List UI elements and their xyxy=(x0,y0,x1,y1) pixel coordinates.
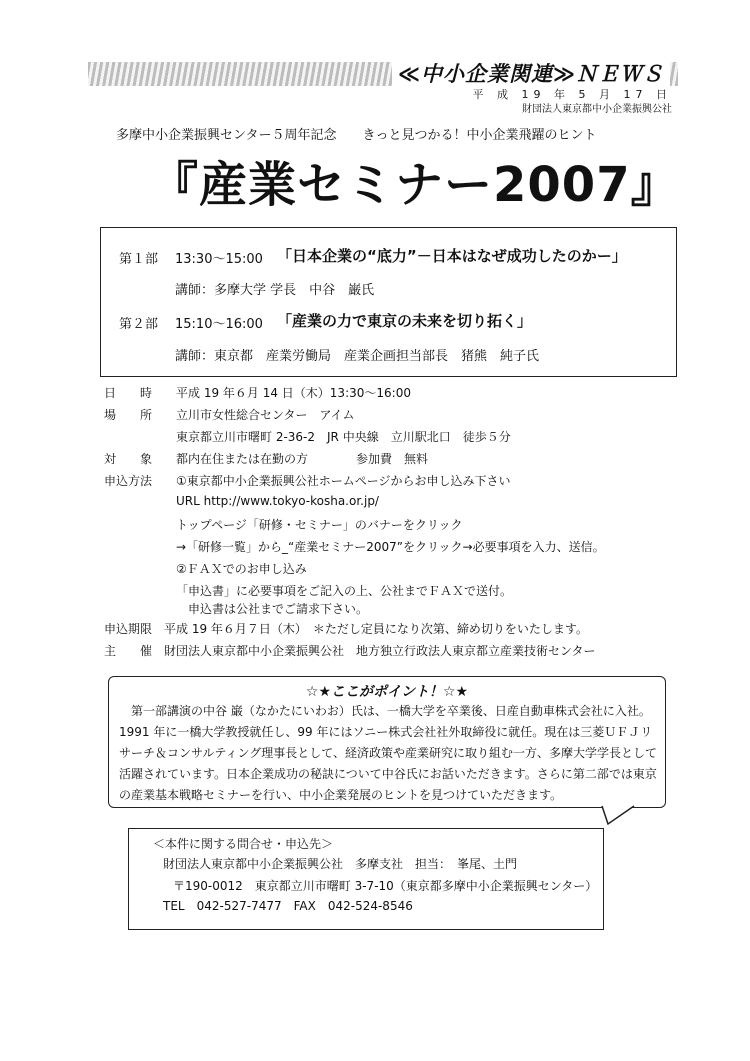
organizer-value: 財団法人東京都中小企業振興公社 地方独立行政法人東京都立産業技術センター xyxy=(164,644,596,658)
point-text: 第一部講演の中谷 巌（なかたにいわお）氏は、一橋大学を卒業後、日産自動車株式会社に入社。1991 年に一橋大学教授就任し、99 年にはソニー株式会社社外取締役に就任。現在は三菱ＵＦＪリサーチ＆コンサルティング理事長として、経済政策や産業研究に取り組む一方、多摩大学学長として活躍されています。日本企業成功の秘訣について中谷氏にお話いただきます。さらに第二部では東京の産業基本戦略セミナーを行い、中小企業発展のヒントを見つけていただきます。 xyxy=(119,704,657,802)
issue-date: 平 成 19 年 5 月 17 日 xyxy=(472,88,672,101)
date-value: 平成 19 年６月 14 日（木）13:30～16:00 xyxy=(176,386,411,400)
venue-address: 東京都立川市曙町 2-36-2 JR 中央線 立川駅北口 徒歩５分 xyxy=(176,430,511,444)
organizer-label: 主 催 xyxy=(104,644,153,658)
contact-org: 財団法人東京都中小企業振興公社 多摩支社 担当： 峯尾、土門 xyxy=(163,857,518,871)
target-label: 対 象 xyxy=(104,452,153,466)
venue-name: 立川市女性総合センター アイム xyxy=(176,408,355,422)
apply-method-line: ①東京都中小企業振興公社ホームページからお申し込み下さい xyxy=(176,474,511,488)
contact-heading: ＜本件に関する問合せ・申込先＞ xyxy=(153,837,334,851)
apply-method-line: →「研修一覧」から_“産業セミナー2007”をクリック→必要事項を入力、送信。 xyxy=(176,540,605,554)
program-2-title: 「産業の力で東京の未来を切り拓く」 xyxy=(277,312,533,330)
point-title: ☆★ここがポイント！☆★ xyxy=(305,684,469,700)
deadline-label: 申込期限 xyxy=(104,622,153,636)
contact-phone-fax: TEL 042-527-7477 FAX 042-524-8546 xyxy=(163,899,413,913)
page-title: 『産業セミナー2007』 xyxy=(150,157,680,213)
target-value: 都内在住または在勤の方 参加費 無料 xyxy=(176,452,429,466)
program-2-lecturer: 講師：東京都 産業労働局 産業企画担当部長 猪熊 純子氏 xyxy=(175,349,540,364)
news-header-title: ≪中小企業関連≫ＮＥＷＳ xyxy=(392,58,670,88)
apply-method-line: トップページ「研修・セミナー」のバナーをクリック xyxy=(176,518,463,532)
apply-method-label: 申込方法 xyxy=(104,474,153,488)
subtitle: 多摩中小企業振興センター５周年記念 きっと見つかる！中小企業飛躍のヒント xyxy=(116,128,597,143)
date-label: 日 時 xyxy=(104,386,153,400)
deadline-value: 平成 19 年６月７日（木） ＊ただし定員になり次第、締め切りをいたします。 xyxy=(164,622,588,636)
point-box xyxy=(108,676,666,808)
venue-label: 場 所 xyxy=(104,408,153,422)
apply-method-line: 「申込書」に必要事項をご記入の上、公社までＦＡＸで送付。 xyxy=(176,584,513,598)
program-1-title: 「日本企業の“底力”－日本はなぜ成功したのかー」 xyxy=(277,247,627,265)
program-box xyxy=(100,227,677,377)
issuer-org: 財団法人東京都中小企業振興公社 xyxy=(522,104,672,115)
program-2-number: 第２部 xyxy=(119,317,159,332)
apply-method-line: 申込書は公社までご請求下さい。 xyxy=(176,602,369,616)
program-2-time: 15:10～16:00 xyxy=(175,317,263,332)
program-1-number: 第１部 xyxy=(119,252,159,267)
program-1-lecturer: 講師：多摩大学 学長 中谷 巌氏 xyxy=(175,283,375,298)
apply-method-url[interactable]: URL http://www.tokyo-kosha.or.jp/ xyxy=(176,494,379,508)
apply-method-line: ②ＦＡＸでのお申し込み xyxy=(176,562,307,576)
program-1-time: 13:30～15:00 xyxy=(175,252,263,267)
contact-address: 〒190-0012 東京都立川市曙町 3-7-10（東京都多摩中小企業振興センター） xyxy=(173,879,598,893)
callout-tail xyxy=(600,804,636,826)
contact-box xyxy=(128,828,604,930)
